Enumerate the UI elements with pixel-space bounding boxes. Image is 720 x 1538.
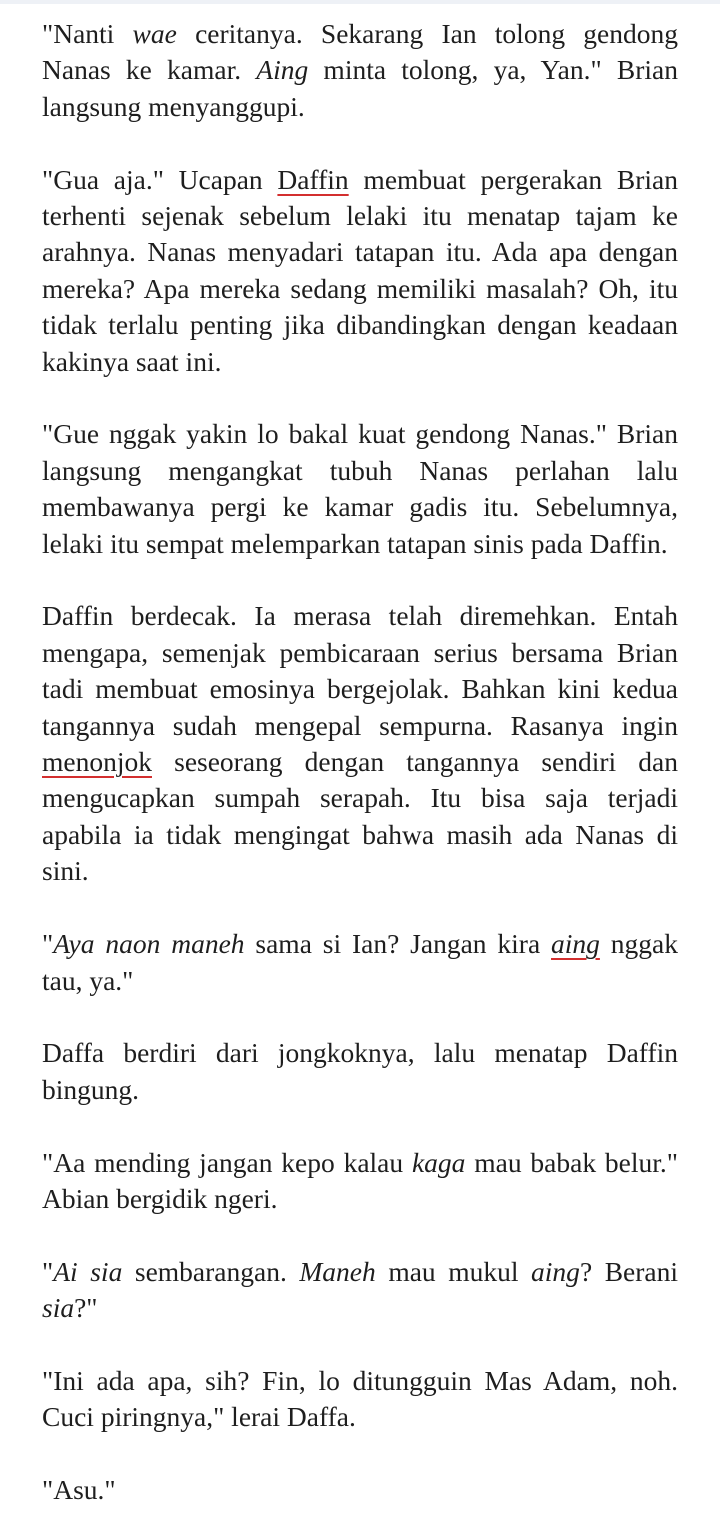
italic-word: kaga xyxy=(411,1146,466,1178)
paragraph-2: "Gua aja." Ucapan Daffin membuat pergerakan Brian terhenti sejenak sebelum lelaki itu menatap tajam ke arahnya. Nanas menyadari tatapan itu. Ada apa dengan mereka? Apa mereka sedang memiliki masalah? Oh, itu tidak terlalu penting jika dibandingkan dengan keadaan kakinya saat ini. xyxy=(42,163,678,377)
italic-word: Maneh xyxy=(299,1255,376,1287)
paragraph-8: "Ai sia sembarangan. Maneh mau mukul aing? Berani sia?" xyxy=(42,1255,678,1324)
paragraph-6: Daffa berdiri dari jongkoknya, lalu menatap Daffin bingung. xyxy=(42,1037,678,1105)
italic-word: Aing xyxy=(256,54,309,86)
top-strip xyxy=(0,0,720,4)
italic-word: sia xyxy=(42,1292,75,1324)
italic-word: Ai sia xyxy=(53,1255,123,1287)
spellcheck-word[interactable]: Daffin xyxy=(277,163,349,195)
paragraph-3: "Gue nggak yakin lo bakal kuat gendong Nanas." Brian langsung mengangkat tubuh Nanas perlahan lalu membawanya pergi ke kamar gadis itu. Sebelumnya, lelaki itu sempat melemparkan tatapan sinis pada Daffin. xyxy=(42,418,678,559)
paragraph-7: "Aa mending jangan kepo kalau kaga mau babak belur." Abian bergidik ngeri. xyxy=(42,1146,678,1214)
paragraph-10: "Asu." xyxy=(42,1474,116,1506)
story-text xyxy=(42,16,678,1509)
spellcheck-word[interactable]: aing xyxy=(551,928,600,960)
paragraph-5: "Aya naon maneh sama si Ian? Jangan kira aing nggak tau, ya." xyxy=(42,928,678,996)
paragraph-9: "Ini ada apa, sih? Fin, lo ditungguin Mas Adam, noh. Cuci piringnya," lerai Daffa. xyxy=(42,1364,678,1433)
italic-word: aing xyxy=(531,1255,580,1287)
paragraph-1: "Nanti wae ceritanya. Sekarang Ian tolong gendong Nanas ke kamar. Aing minta tolong, ya, Yan." Brian langsung menyanggupi. xyxy=(42,18,679,122)
spellcheck-word[interactable]: menonjok xyxy=(42,746,152,778)
paragraph-4: Daffin berdecak. Ia merasa telah diremehkan. Entah mengapa, semenjak pembicaraan serius bersama Brian tadi membuat emosinya bergejolak. Bahkan kini kedua tangannya sudah mengepal sempurna. Rasanya ingin menonjok seseorang dengan tangannya sendiri dan mengucapkan sumpah serapah. Itu bisa saja terjadi apabila ia tidak mengingat bahwa masih ada Nanas di sini. xyxy=(42,600,678,887)
italic-word: Aya naon maneh xyxy=(53,928,245,960)
italic-word: wae xyxy=(132,18,177,49)
